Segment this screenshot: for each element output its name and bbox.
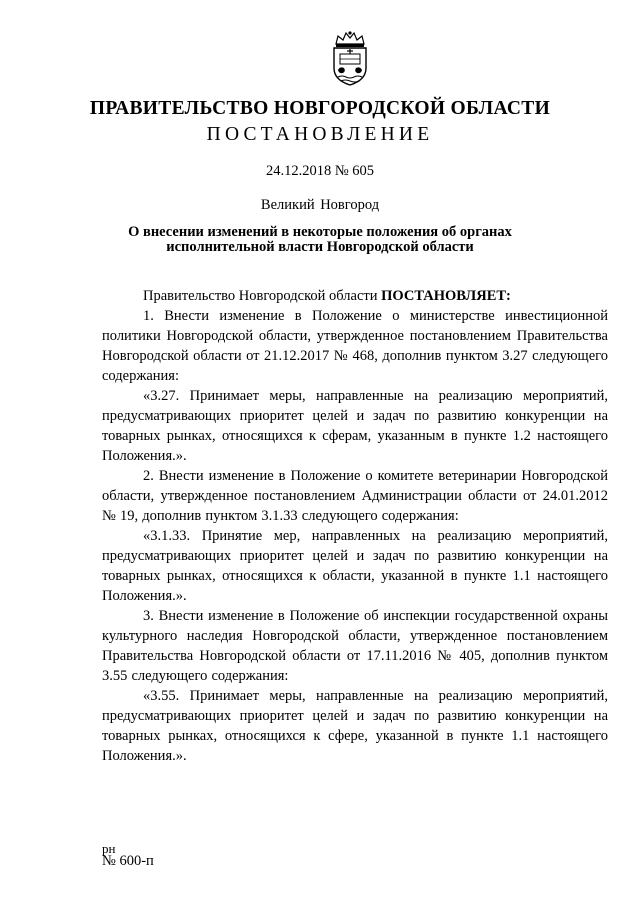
footer-code — [102, 842, 154, 868]
subject-line-1: О внесении изменений в некоторые положения об органах — [128, 224, 512, 240]
footer-document-number: № 600-п — [102, 853, 154, 869]
document-body — [102, 286, 608, 766]
document-city: Великий Новгород — [260, 197, 380, 213]
paragraph-2-quote: «3.1.33. Принятие мер, направленных на реализацию мероприятий, предусматривающих приоритет целей и задач по развитию конкуренции на товарных рынках, относящихся к области, указанной в пункте 1.1 настоящего Положения.». — [102, 528, 608, 604]
novgorod-coat-of-arms-icon — [326, 30, 374, 86]
lead-text: Правительство Новгородской области — [143, 288, 382, 304]
document-date-number: 24.12.2018 № 605 — [265, 163, 375, 179]
paragraph-3: 3. Внести изменение в Положение об инспекции государственной охраны культурного наследия Новгородской области, утвержденное постановлением Правительства Новгородской области от 17.11.2016 № 405, дополнив пунктом 3.55 следующего содержания: — [102, 608, 608, 684]
paragraph-2: 2. Внести изменение в Положение о комитете ветеринарии Новгородской области, утвержденное постановлением Администрации области от 24.01.2012 № 19, дополнив пунктом 3.1.33 следующего содержания: — [102, 468, 608, 524]
government-title: ПРАВИТЕЛЬСТВО НОВГОРОДСКОЙ ОБЛАСТИ — [89, 98, 551, 119]
footer-code-letters: рн — [102, 841, 116, 856]
subject-line-2: исполнительной власти Новгородской области — [166, 239, 474, 255]
document-subject — [0, 225, 640, 255]
paragraph-1: 1. Внести изменение в Положение о министерстве инвестиционной политики Новгородской области, утвержденное постановлением Правительства Новгородской области от 21.12.2017 № 468, дополнив пунктом 3.27 следующего содержания: — [102, 308, 608, 384]
paragraph-3-quote: «3.55. Принимает меры, направленные на реализацию мероприятий, предусматривающих приоритет целей и задач по развитию конкуренции на товарных рынках, относящихся к сфере, указанной в пункте 1.1 настоящего Положения.». — [102, 688, 608, 764]
lead-bold: ПОСТАНОВЛЯЕТ: — [381, 288, 511, 304]
document-type: ПОСТАНОВЛЕНИЕ — [206, 124, 434, 145]
paragraph-1-quote: «3.27. Принимает меры, направленные на реализацию мероприятий, предусматривающих приоритет целей и задач по развитию конкуренции на товарных рынках, относящихся к сферам, указанным в пункте 1.2 настоящего Положения.». — [102, 388, 608, 464]
lead-paragraph — [102, 286, 608, 306]
